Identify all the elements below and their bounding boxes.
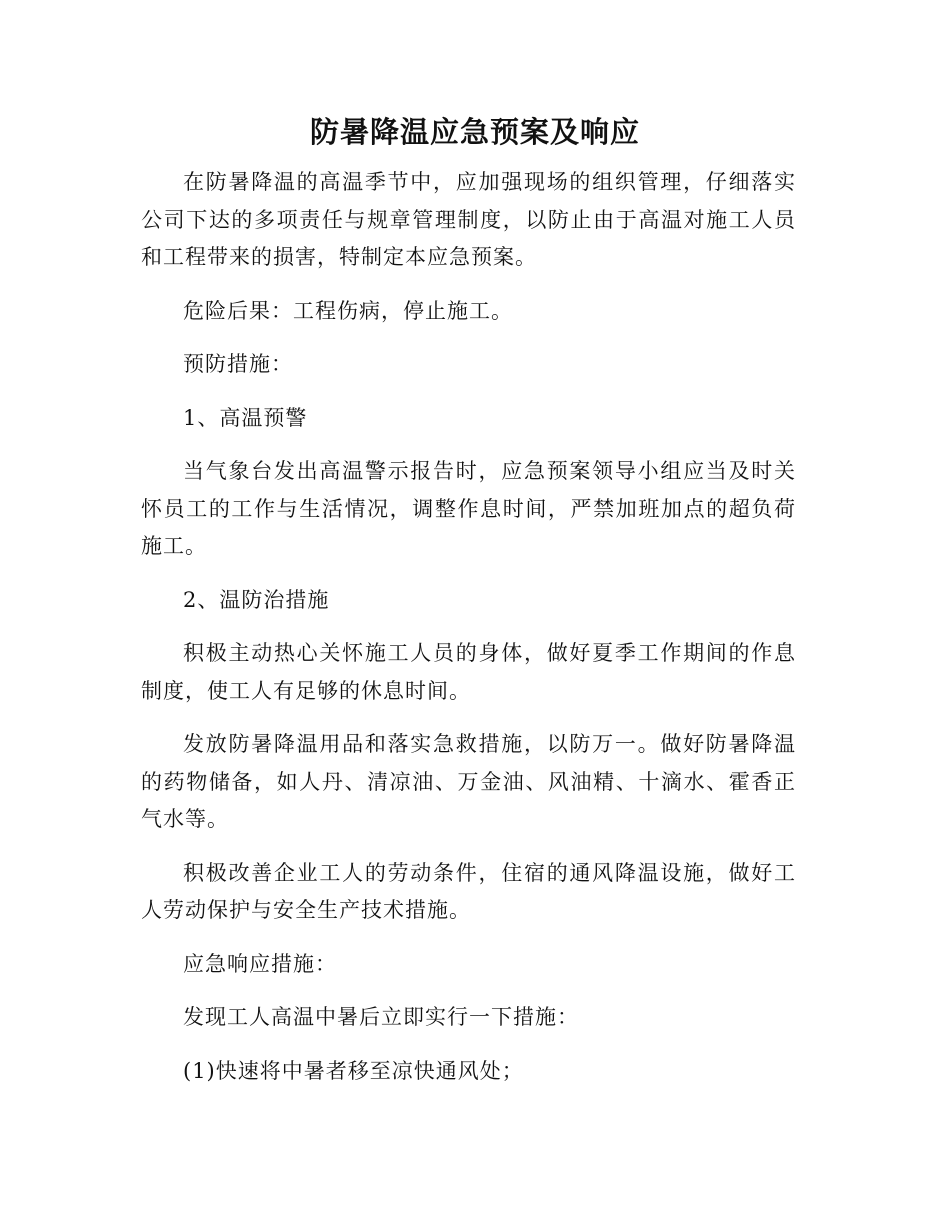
paragraph-conditions: 积极改善企业工人的劳动条件，住宿的通风降温设施，做好工人劳动保护与安全生产技术措施。 (141, 860, 796, 922)
paragraph-intro: 在防暑降温的高温季节中，应加强现场的组织管理，仔细落实公司下达的多项责任与规章管理制度，以防止由于高温对施工人员和工程带来的损害，特制定本应急预案。 (141, 170, 796, 269)
paragraph-response-step-1: (1)快速将中暑者移至凉快通风处； (183, 1058, 524, 1083)
paragraph-section-1-heading: 1、高温预警 (183, 405, 308, 430)
paragraph-response-heading: 应急响应措施： (183, 951, 337, 976)
paragraph-care: 积极主动热心关怀施工人员的身体，做好夏季工作期间的作息制度，使工人有足够的休息时间。 (141, 641, 796, 703)
paragraph-response-intro: 发现工人高温中暑后立即实行一下措施： (183, 1005, 579, 1029)
paragraph-section-2-heading: 2、温防治措施 (183, 587, 330, 612)
paragraph-hazard: 危险后果：工程伤病，停止施工。 (183, 298, 513, 323)
paragraph-supplies: 发放防暑降温用品和落实急救措施，以防万一。做好防暑降温的药物储备，如人丹、清凉油、万金油、风油精、十滴水、霍香正气水等。 (141, 732, 796, 831)
paragraph-prevention-heading: 预防措施： (183, 352, 293, 376)
paragraph-warning: 当气象台发出高温警示报告时，应急预案领导小组应当及时关怀员工的工作与生活情况，调整作息时间，严禁加班加点的超负荷施工。 (141, 459, 796, 558)
document-body (141, 164, 796, 1106)
document-title: 防暑降温应急预案及响应 (309, 115, 640, 149)
